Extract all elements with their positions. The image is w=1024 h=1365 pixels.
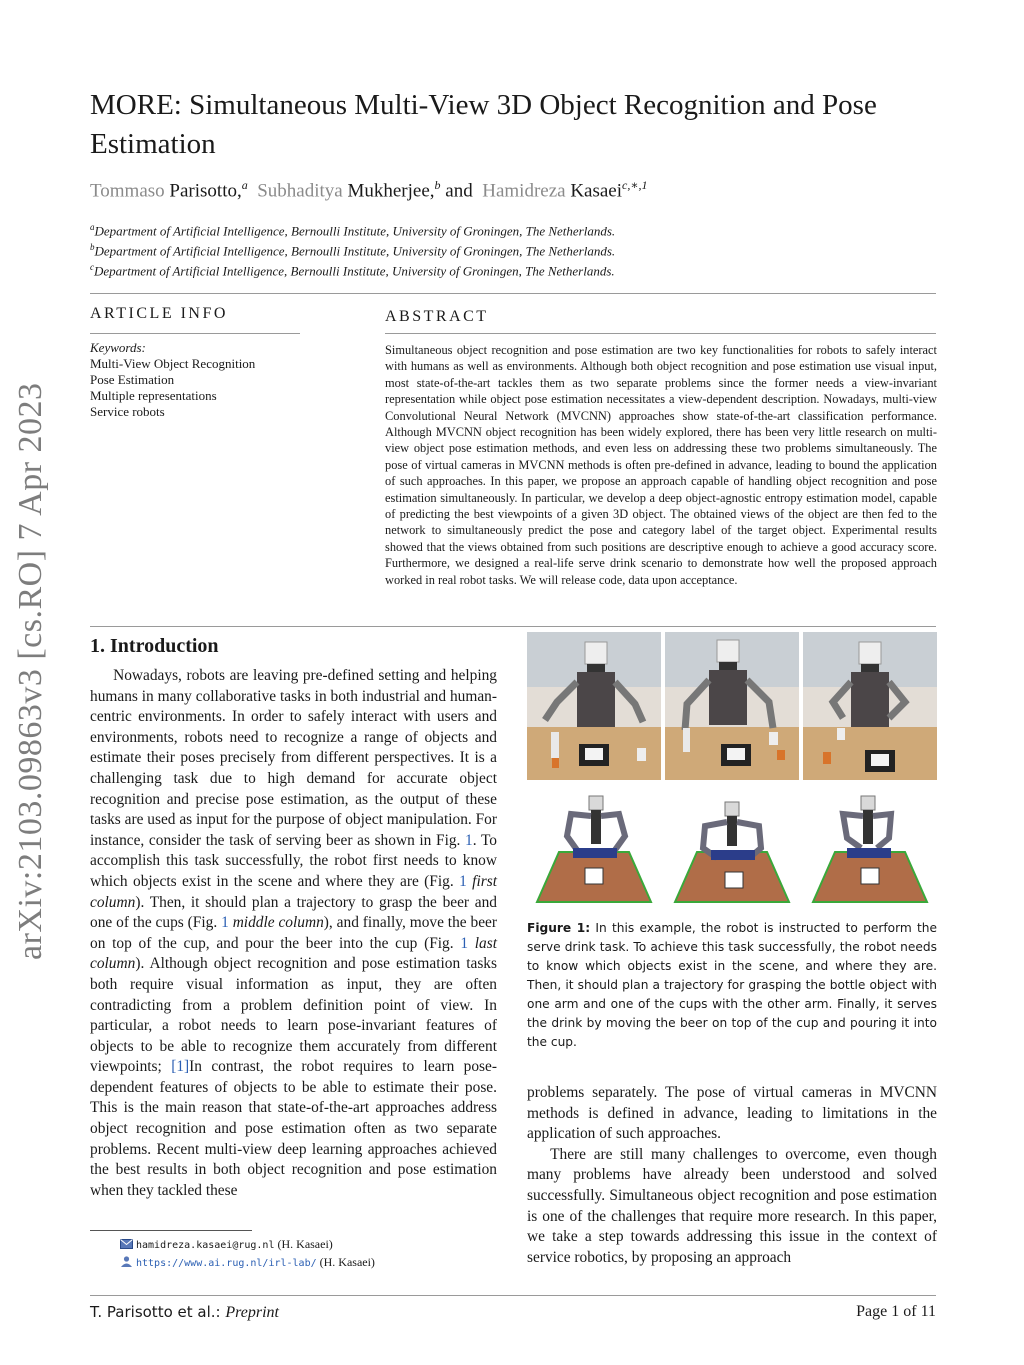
keyword: Service robots bbox=[90, 404, 165, 419]
author-mark: a bbox=[241, 178, 248, 192]
robot-photo-illustration bbox=[803, 632, 937, 780]
home-icon bbox=[120, 1256, 133, 1267]
robot-photo-illustration bbox=[665, 632, 799, 780]
author-first: Subhaditya bbox=[257, 180, 343, 202]
envelope-icon bbox=[120, 1239, 133, 1249]
keywords-label: Keywords: bbox=[90, 340, 146, 355]
simulation-view-last-column bbox=[803, 792, 937, 910]
abstract-heading: ABSTRACT bbox=[385, 308, 489, 325]
intro-right-column bbox=[527, 1083, 937, 1268]
authors bbox=[90, 178, 648, 202]
keyword: Pose Estimation bbox=[90, 372, 175, 387]
abstract-text: Simultaneous object recognition and pose estimation are two key functionalities for robots to safely interact with humans as well as environments. Although both object recognition and pose estimation use visual input, most state-of-the-art tackles them as two separate problems since the former needs a view-invariant representation while object pose estimation necessitates a view-dependent description. Nowadays, multi-view Convolutional Neural Network (MVCNN) approaches show state-of-the-art classification performance. Although MVCNN object recognition has been widely explored, there has been very little research on multi-view object pose estimation methods, and even less on addressing these two problems simultaneously. The pose of virtual cameras in MVCNN methods is often pre-defined in advance, leading to bound the application of such approaches. In this paper, we propose an approach capable of handling object recognition and pose estimation simultaneously. In particular, we develop a deep object-agnostic entropy estimation model, capable of predicting the best viewpoints of a given 3D object. The obtained views of the object are then fed to the network to simultaneously predict the pose and category label of the target object. Experimental results showed that the views obtained from such positions are descriptive enough to achieve a good accuracy score. Furthermore, we designed a real-life serve drink scenario to demonstrate how well the proposed approach worked in real robot tasks. We will release code, data upon acceptance. bbox=[385, 343, 937, 587]
citation-link[interactable]: [1] bbox=[171, 1058, 190, 1076]
footnote-website: https://www.ai.rug.nl/irl-lab/ (H. Kasaei) bbox=[120, 1255, 375, 1270]
intro-paragraph: problems separately. The pose of virtual cameras in MVCNN methods is defined in advance, leading to limitations in the application of such approaches. bbox=[527, 1084, 937, 1143]
simulation-illustration bbox=[665, 792, 799, 910]
affiliation-text: Department of Artificial Intelligence, Bernoulli Institute, University of Groningen, The Netherlands. bbox=[94, 263, 615, 279]
figure-1 bbox=[527, 632, 937, 910]
figure-ref-link[interactable]: 1 bbox=[459, 872, 467, 890]
keyword: Multi-View Object Recognition bbox=[90, 356, 256, 371]
author-first: Hamidreza bbox=[482, 180, 566, 202]
divider bbox=[90, 626, 936, 627]
author-last: Mukherjee, bbox=[347, 180, 435, 202]
article-info-heading: ARTICLE INFO bbox=[90, 305, 228, 322]
simulation-view-first-column bbox=[527, 792, 661, 910]
affiliation-mark: b bbox=[90, 242, 95, 252]
figure-label: Figure 1: bbox=[527, 921, 591, 935]
footnote-email: hamidreza.kasaei@rug.nl (H. Kasaei) bbox=[120, 1237, 333, 1252]
robot-photo-middle-column bbox=[665, 632, 799, 780]
author-last: Parisotto, bbox=[169, 180, 242, 202]
figure-ref-link[interactable]: 1 bbox=[465, 831, 473, 849]
figure-ref-link[interactable]: 1 bbox=[221, 914, 229, 932]
simulation-illustration bbox=[527, 792, 661, 910]
intro-paragraph: Nowadays, robots are leaving pre-defined setting and helping humans in many collaborative tasks in both industrial and human-centric environments. In order to safely interact with users and environments, robots need to recognize a range of objects and estimate their poses precisely from different perspectives. It is a challenging task due to high demand for accurate object recognition and precise pose estimation, as the output of these tasks are used as input for the purpose of object manipulation. For instance, consider the task of serving beer as shown in Fig. 1. To accomplish this task successfully, the robot first needs to know which objects exist in the scene and where they are (Fig. 1 first column). Then, it should plan a trajectory to grasp the beer and one of the cups (Fig. 1 middle column), and finally, move the beer on top of the cup, and pour the beer into the cup (Fig. 1 last column). Although object recognition and pose estimation tasks both require visual information as input, they are often contradicting from a problem definition point of view. In particular, a robot needs to learn pose-invariant features of objects to be able to recognize them accurately from different viewpoints; [1]In contrast, the robot requires to learn pose-dependent features of objects to be able to estimate their pose. This is the main reason that state-of-the-art approaches address object recognition and pose estimation often as two separate problems. Recent multi-view deep learning approaches achieved the best results in both object recognition and pose estimation when they tackled these bbox=[90, 667, 497, 1199]
intro-left-column bbox=[90, 666, 497, 1201]
paper-title: MORE: Simultaneous Multi-View 3D Object Recognition and Pose Estimation bbox=[90, 89, 877, 160]
website-link[interactable]: https://www.ai.rug.nl/irl-lab/ bbox=[136, 1258, 317, 1269]
running-footer-authors: T. Parisotto et al.: Preprint bbox=[90, 1303, 279, 1321]
intro-paragraph: There are still many challenges to overcome, even though many problems have already been understood and solved successfully. Simultaneous object recognition and pose estimation is one of the challenges that require more research. In this paper, we take a step towards addressing this issue in the context of service robotics, by proposing an approach bbox=[527, 1145, 937, 1266]
robot-photo-illustration bbox=[527, 632, 661, 780]
authors-and: and bbox=[445, 180, 473, 202]
simulation-illustration bbox=[803, 792, 937, 910]
author-mark: c,∗,1 bbox=[622, 178, 648, 192]
affiliation-text: Department of Artificial Intelligence, Bernoulli Institute, University of Groningen, The Netherlands. bbox=[94, 243, 616, 259]
footnote-divider bbox=[90, 1230, 252, 1231]
affiliation bbox=[90, 242, 615, 259]
affiliation-mark: c bbox=[90, 262, 94, 272]
affiliation bbox=[90, 262, 615, 279]
affiliation bbox=[90, 222, 615, 239]
divider bbox=[385, 333, 936, 334]
divider bbox=[90, 333, 300, 334]
affiliation-text: Department of Artificial Intelligence, Bernoulli Institute, University of Groningen, The Netherlands. bbox=[94, 223, 616, 239]
keyword: Multiple representations bbox=[90, 388, 217, 403]
author-first: Tommaso bbox=[90, 180, 165, 202]
email-link[interactable]: hamidreza.kasaei@rug.nl bbox=[136, 1240, 275, 1251]
divider bbox=[90, 293, 936, 294]
robot-photo-last-column bbox=[803, 632, 937, 780]
figure-1-caption bbox=[527, 919, 937, 1052]
footer-divider bbox=[90, 1295, 936, 1296]
author-mark: b bbox=[434, 178, 441, 192]
arxiv-stamp: arXiv:2103.09863v3 [cs.RO] 7 Apr 2023 bbox=[12, 382, 49, 960]
figure-ref-link[interactable]: 1 bbox=[460, 934, 469, 952]
figure-caption-text: In this example, the robot is instructed to perform the serve drink task. To achieve this task successfully, the robot needs to know which objects exist in the scene, and where they are. Then, it should plan a trajectory for grasping the bottle object with one arm and one of the cups with the other arm. Finally, it serves the drink by moving the beer on top of the cup and pouring it into the cup. bbox=[527, 921, 937, 1049]
section-heading-introduction: 1. Introduction bbox=[90, 635, 219, 657]
affiliation-mark: a bbox=[90, 222, 95, 232]
author-last: Kasaei bbox=[570, 180, 623, 202]
page-number: Page 1 of 11 bbox=[856, 1303, 936, 1320]
robot-photo-first-column bbox=[527, 632, 661, 780]
simulation-view-middle-column bbox=[665, 792, 799, 910]
